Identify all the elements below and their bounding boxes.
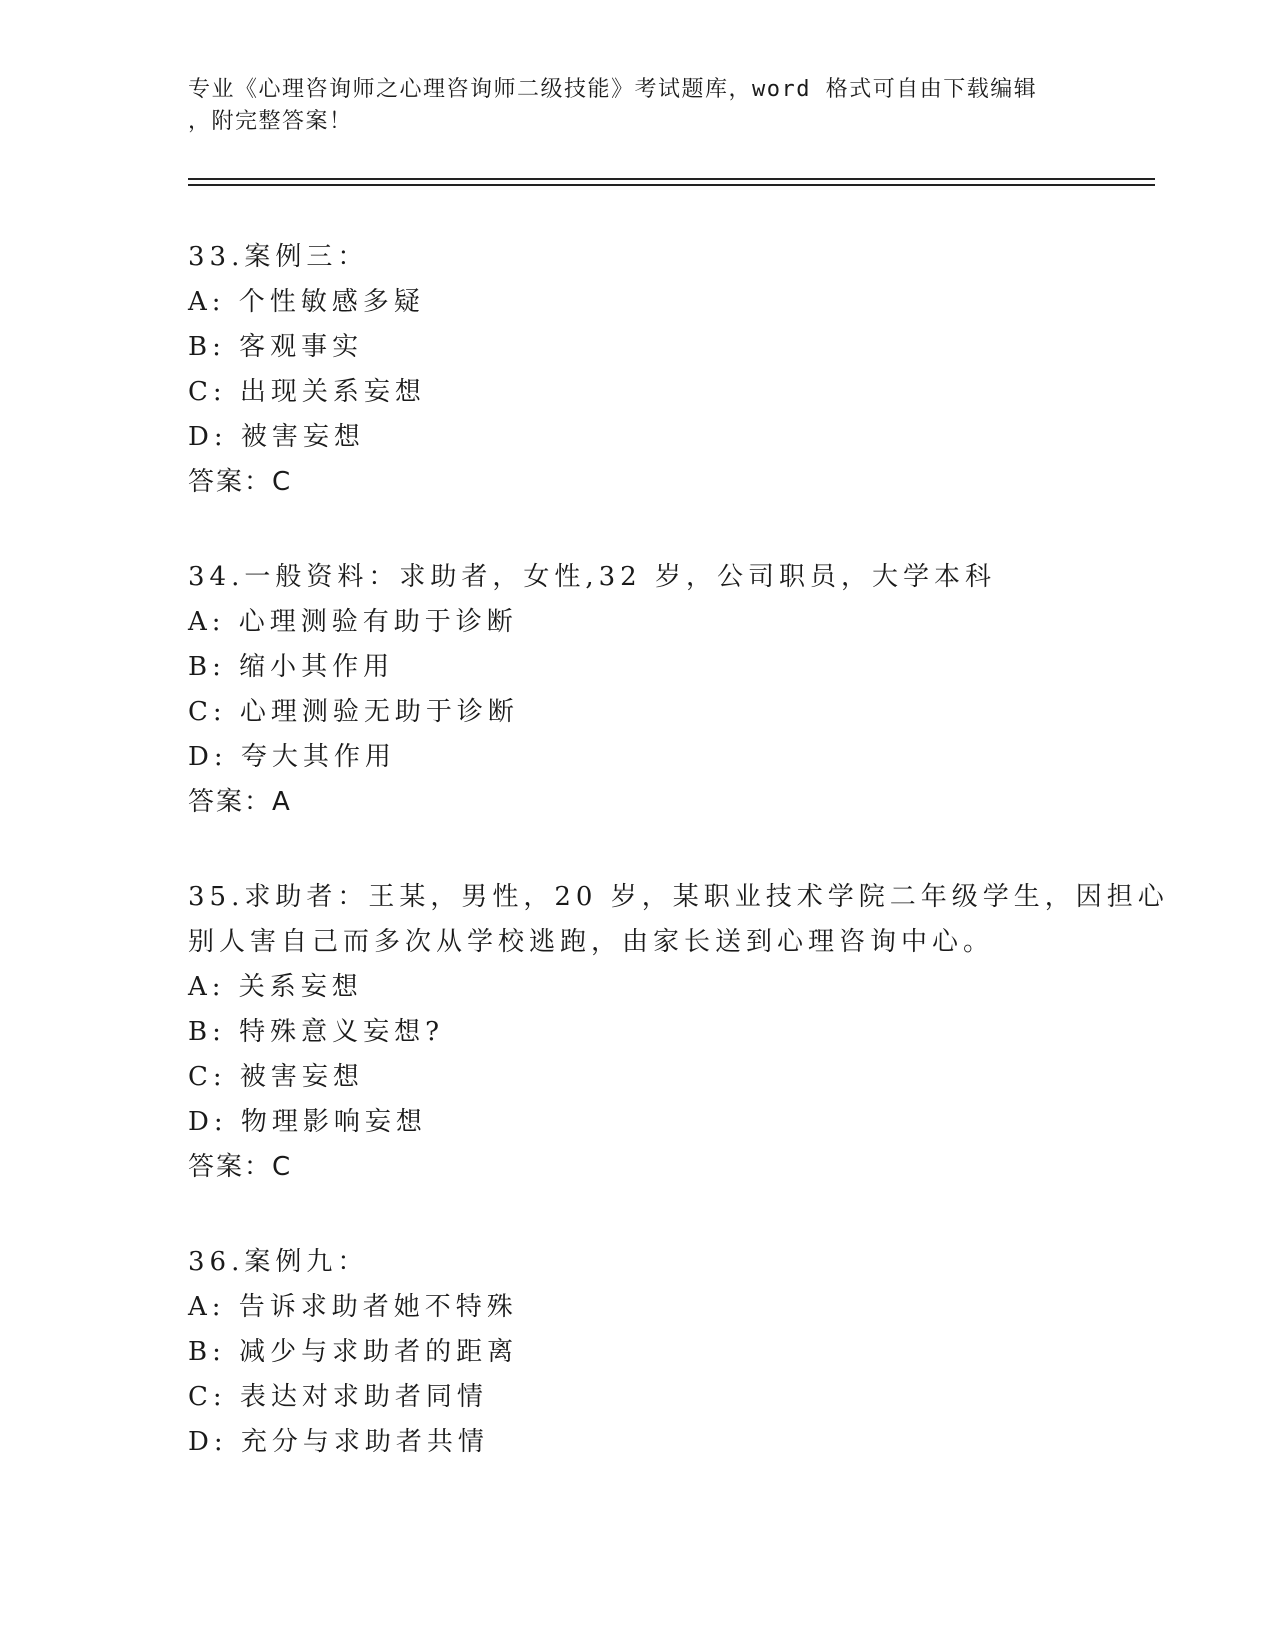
question-36	[188, 1240, 1088, 1465]
option-a: A: 关系妄想	[188, 972, 363, 1002]
option-c: C: 心理测验无助于诊断	[188, 697, 519, 727]
option-d: D: 物理影响妄想	[188, 1107, 427, 1137]
option-b: B: 减少与求助者的距离	[188, 1337, 519, 1367]
document-header	[188, 74, 1088, 138]
option-a: A: 告诉求助者她不特殊	[188, 1292, 518, 1322]
option-d: D: 充分与求助者共情	[188, 1427, 489, 1457]
option-c: C: 出现关系妄想	[188, 377, 426, 407]
question-stem: 33.案例三：	[188, 242, 369, 272]
question-33	[188, 235, 1088, 505]
answer-line: 答案：C	[188, 1152, 293, 1182]
option-a: A: 个性敏感多疑	[188, 287, 425, 317]
question-stem-line-2: 别人害自己而多次从学校逃跑，由家长送到心理咨询中心。	[188, 927, 995, 957]
option-d: D: 被害妄想	[188, 422, 365, 452]
question-35	[188, 875, 1169, 1190]
answer-line: 答案：A	[188, 787, 292, 817]
header-divider-bottom	[188, 184, 1155, 186]
option-c: C: 被害妄想	[188, 1062, 364, 1092]
option-b: B: 缩小其作用	[188, 652, 395, 682]
option-a: A: 心理测验有助于诊断	[188, 607, 518, 637]
question-stem: 36.案例九：	[188, 1247, 369, 1277]
header-divider-top	[188, 178, 1155, 180]
option-b: B: 客观事实	[188, 332, 364, 362]
answer-line: 答案：C	[188, 467, 293, 497]
option-c: C: 表达对求助者同情	[188, 1382, 488, 1412]
option-b: B: 特殊意义妄想?	[188, 1017, 445, 1047]
question-stem-line-1: 35.求助者：王某，男性，20 岁，某职业技术学院二年级学生，因担心	[188, 882, 1169, 912]
header-line-1: 专业《心理咨询师之心理咨询师二级技能》考试题库，word 格式可自由下载编辑	[188, 77, 1038, 102]
question-34	[188, 555, 1088, 825]
question-stem: 34.一般资料：求助者，女性,32 岁，公司职员，大学本科	[188, 562, 996, 592]
option-d: D: 夸大其作用	[188, 742, 396, 772]
header-line-2: ，附完整答案！	[188, 109, 353, 134]
